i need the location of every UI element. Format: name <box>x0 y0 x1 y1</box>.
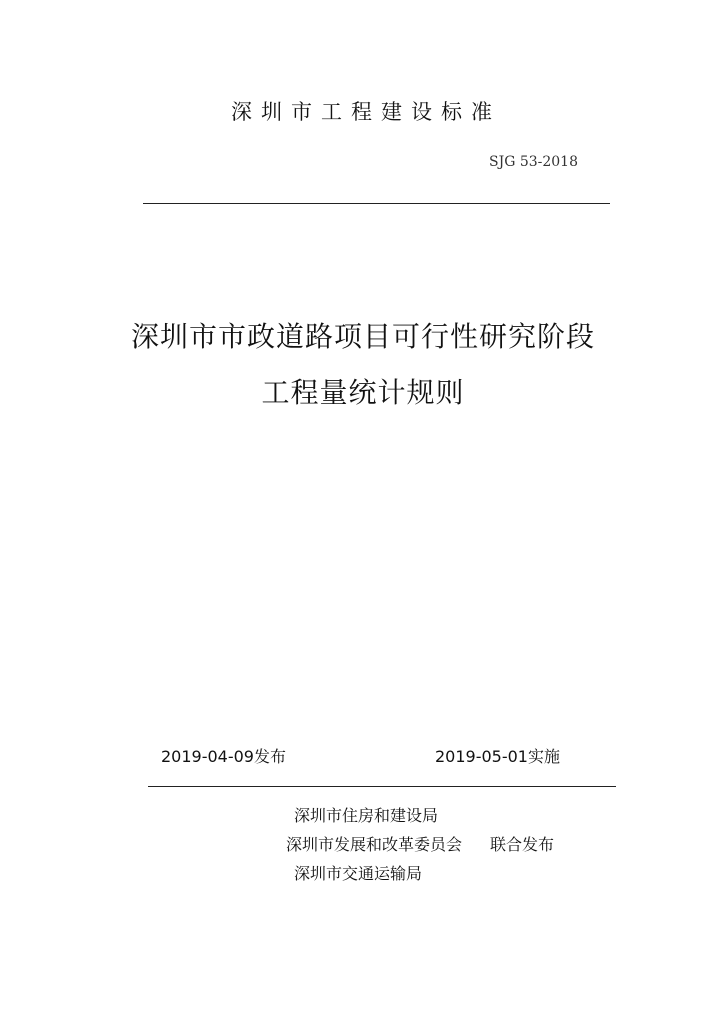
issuer-org-housing: 深圳市住房和建设局 <box>294 806 439 825</box>
issue-date: 2019-04-09发布 <box>161 747 286 766</box>
top-divider <box>143 203 610 204</box>
standard-category: 深圳市工程建设标准 <box>231 100 501 124</box>
implementation-date: 2019-05-01实施 <box>435 747 560 766</box>
document-title-line1: 深圳市市政道路项目可行性研究阶段 <box>130 320 595 353</box>
joint-issue-label: 联合发布 <box>490 835 555 854</box>
standard-code: SJG 53-2018 <box>488 154 578 170</box>
issuer-org-transport: 深圳市交通运输局 <box>294 864 423 883</box>
document-title-line2: 工程量统计规则 <box>261 376 465 409</box>
bottom-divider <box>148 786 616 787</box>
issuer-org-development: 深圳市发展和改革委员会 <box>286 835 463 854</box>
